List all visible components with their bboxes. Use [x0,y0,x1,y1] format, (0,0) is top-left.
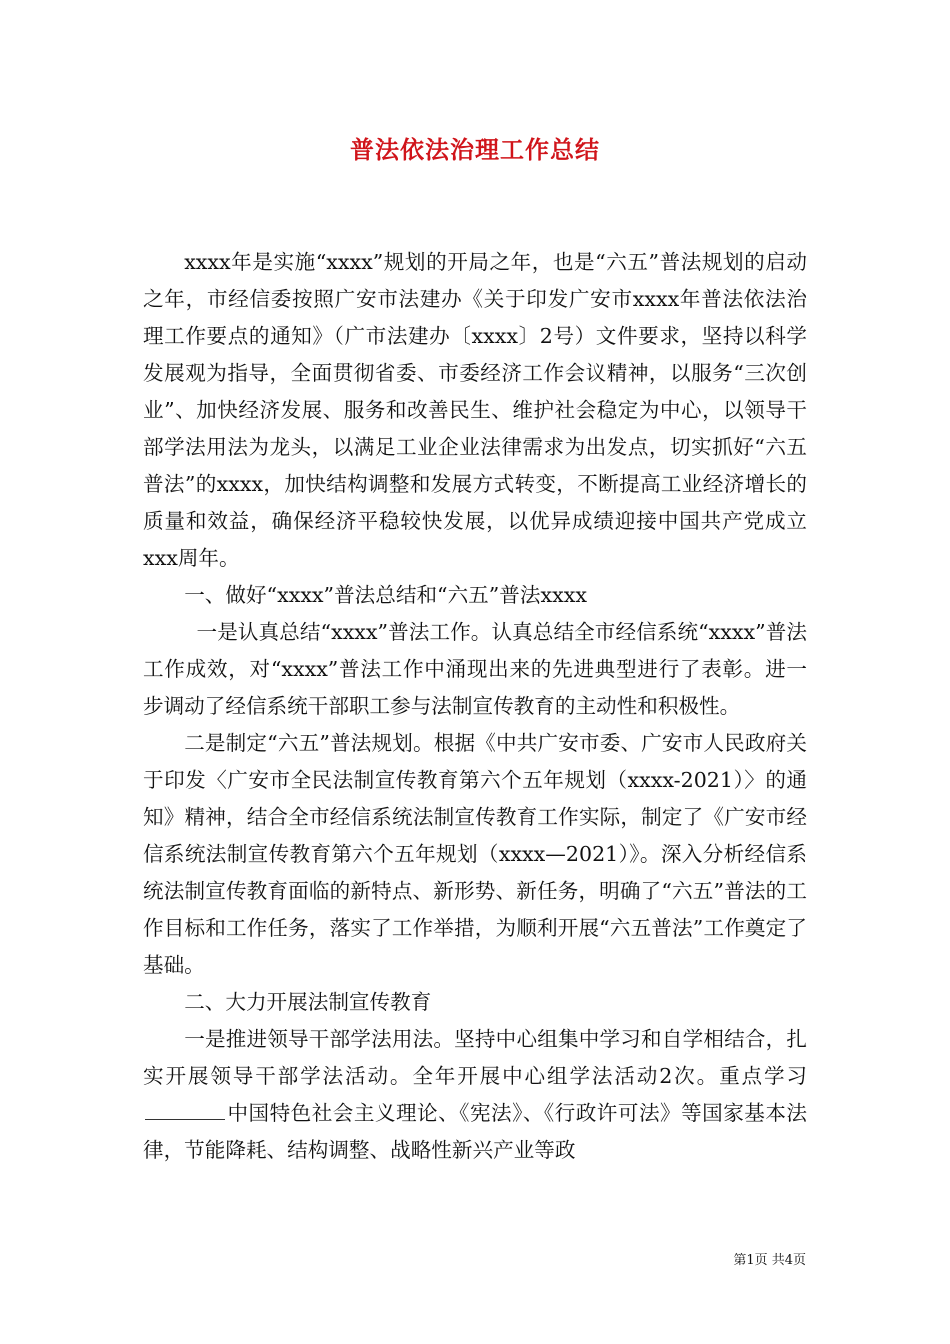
section-heading-2: 二、大力开展法制宣传教育 [184,990,432,1014]
document-title: 普法依法治理工作总结 [350,135,600,164]
paragraph-intro: xxxx年是实施“xxxx”规划的开局之年，也是“六五”普法规划的启动之年，市经信委按照广安市法建办《关于印发广安市xxxx年普法依法治理工作要点的通知》（广市法建办〔xxxx〕2号）文件要求，坚持以科学发展观为指导，全面贯彻省委、市委经济工作会议精神，以服务“三次创业”、加快经济发展、服务和改善民生、维护社会稳定为中心，以领导干部学法用法为龙头，以满足工业企业法律需求为出发点，切实抓好“六五普法”的xxxx，加快结构调整和发展方式转变，不断提高工业经济增长的质量和效益，确保经济平稳较快发展，以优异成绩迎接中国共产党成立xxx周年。 [143,250,807,570]
section-heading-1: 一、做好“xxxx”普法总结和“六五”普法xxxx [184,583,587,607]
document-body [143,244,807,1169]
paragraph-leaders-study-part2: 中国特色社会主义理论、《宪法》、《行政许可法》等国家基本法律，节能降耗、结构调整、战略性新兴产业等政 [143,1101,807,1162]
paragraph-plan: 二是制定“六五”普法规划。根据《中共广安市委、广安市人民政府关于印发〈广安市全民法制宣传教育第六个五年规划（xxxx-2021）〉的通知》精神，结合全市经信系统法制宣传教育工作实际，制定了《广安市经信系统法制宣传教育第六个五年规划（xxxx—2021）》。深入分析经信系统法制宣传教育面临的新特点、新形势、新任务，明确了“六五”普法的工作目标和工作任务，落实了工作举措，为顺利开展“六五普法”工作奠定了基础。 [143,731,807,977]
paragraph-summary: 一是认真总结“xxxx”普法工作。认真总结全市经信系统“xxxx”普法工作成效，对“xxxx”普法工作中涌现出来的先进典型进行了表彰。进一步调动了经信系统干部职工参与法制宣传教育的主动性和积极性。 [143,620,807,718]
page-number-footer: 第1页 共4页 [733,1253,806,1268]
paragraph-leaders-study-part1: 一是推进领导干部学法用法。坚持中心组集中学习和自学相结合，扎实开展领导干部学法活动。全年开展中心组学法活动2次。重点学习 [143,1027,807,1088]
paragraph-leaders-study [143,1021,807,1169]
blank-underline [145,1101,225,1120]
